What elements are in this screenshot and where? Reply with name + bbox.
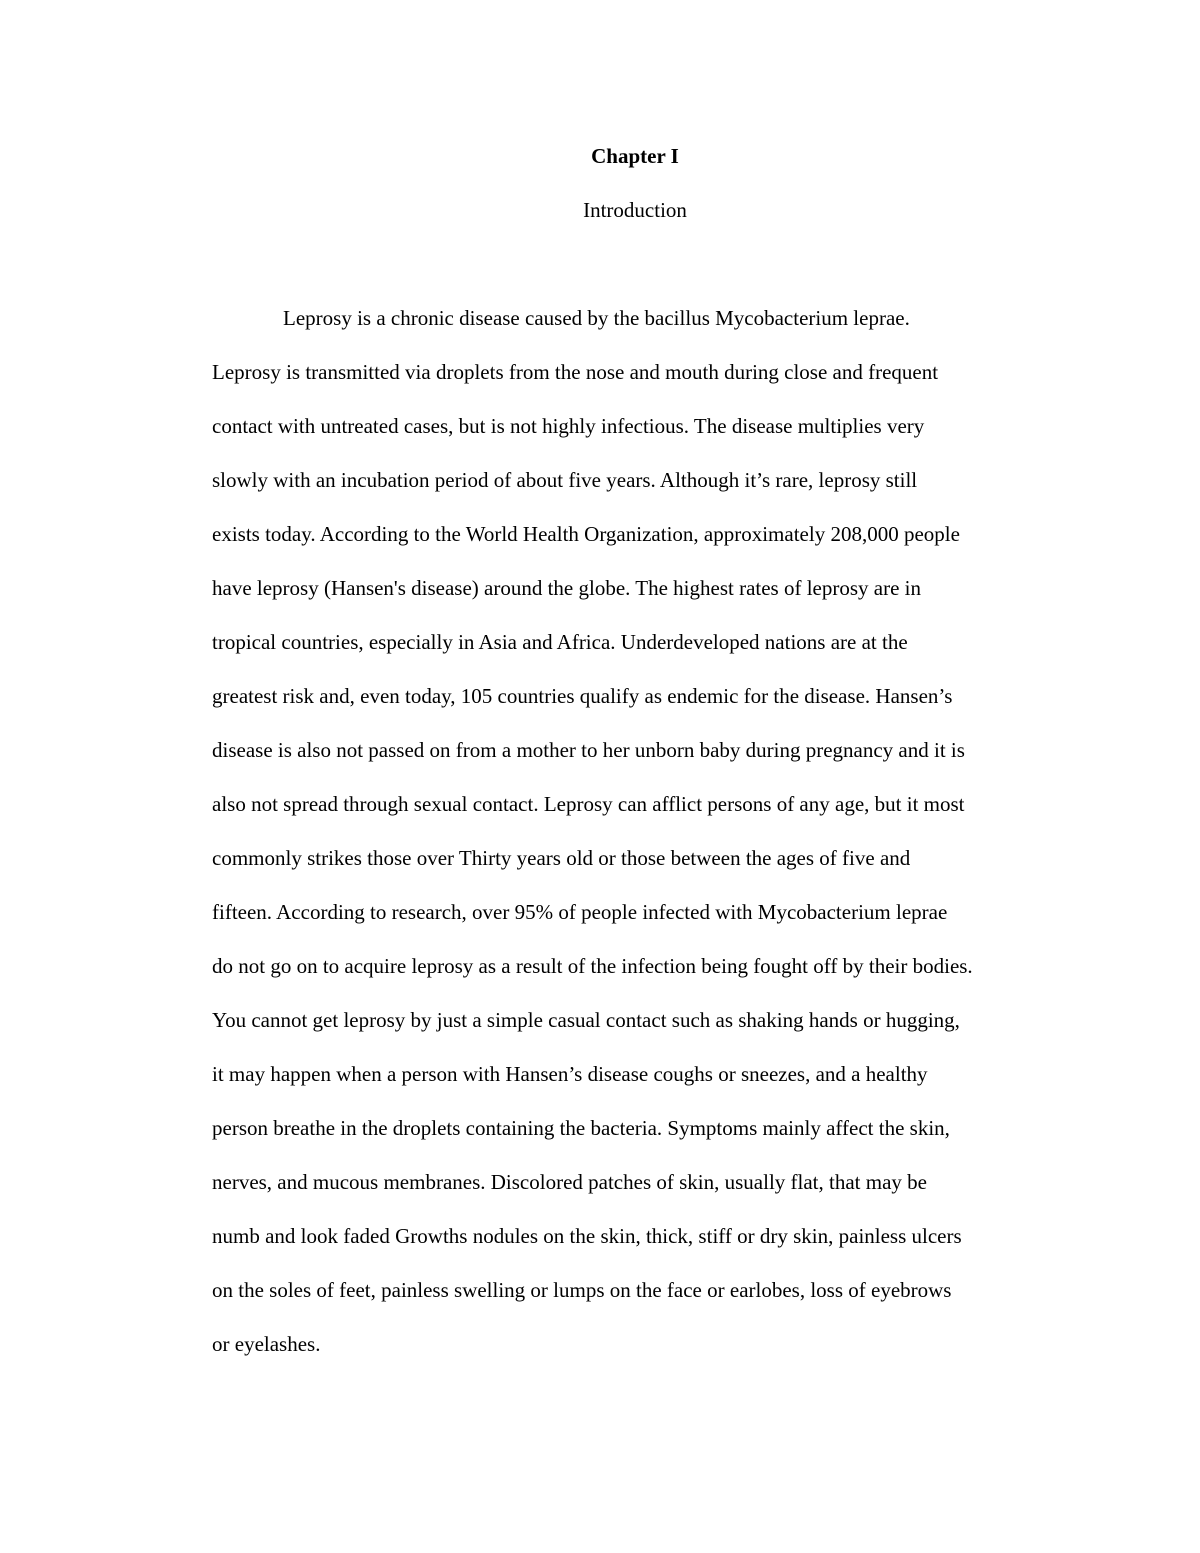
paragraph-line: it may happen when a person with Hansen’s disease coughs or sneezes, and a healthy xyxy=(212,1062,928,1086)
paragraph-line: slowly with an incubation period of about five years. Although it’s rare, leprosy still xyxy=(212,468,918,492)
paragraph-line: disease is also not passed on from a mother to her unborn baby during pregnancy and it is xyxy=(212,738,965,762)
paragraph-line: You cannot get leprosy by just a simple casual contact such as shaking hands or hugging, xyxy=(212,1008,960,1032)
paragraph-line: nerves, and mucous membranes. Discolored patches of skin, usually flat, that may be xyxy=(212,1170,927,1194)
paragraph-line: tropical countries, especially in Asia and Africa. Underdeveloped nations are at the xyxy=(212,630,908,654)
paragraph-line: fifteen. According to research, over 95% of people infected with Mycobacterium leprae xyxy=(212,900,948,924)
paragraph-line: greatest risk and, even today, 105 countries qualify as endemic for the disease. Hansen’s xyxy=(212,684,953,708)
paragraph-line: person breathe in the droplets containing the bacteria. Symptoms mainly affect the skin, xyxy=(212,1116,950,1140)
paragraph-line: have leprosy (Hansen's disease) around the globe. The highest rates of leprosy are in xyxy=(212,576,922,600)
paragraph-line: or eyelashes. xyxy=(212,1332,321,1356)
paragraph-line: Leprosy is a chronic disease caused by the bacillus Mycobacterium leprae. xyxy=(283,306,910,330)
paragraph-line: contact with untreated cases, but is not highly infectious. The disease multiplies very xyxy=(212,414,925,438)
paragraph-line: exists today. According to the World Health Organization, approximately 208,000 people xyxy=(212,522,960,546)
chapter-title: Chapter I xyxy=(591,144,679,168)
section-title: Introduction xyxy=(583,198,687,222)
body-paragraph xyxy=(212,302,1092,1382)
paragraph-line: commonly strikes those over Thirty years old or those between the ages of five and xyxy=(212,846,911,870)
paragraph-line: Leprosy is transmitted via droplets from the nose and mouth during close and frequent xyxy=(212,360,939,384)
paragraph-line: do not go on to acquire leprosy as a result of the infection being fought off by their bodies. xyxy=(212,954,973,978)
paragraph-line: also not spread through sexual contact. Leprosy can afflict persons of any age, but it most xyxy=(212,792,965,816)
paragraph-line: numb and look faded Growths nodules on the skin, thick, stiff or dry skin, painless ulcers xyxy=(212,1224,962,1248)
paragraph-line: on the soles of feet, painless swelling or lumps on the face or earlobes, loss of eyebrows xyxy=(212,1278,952,1302)
